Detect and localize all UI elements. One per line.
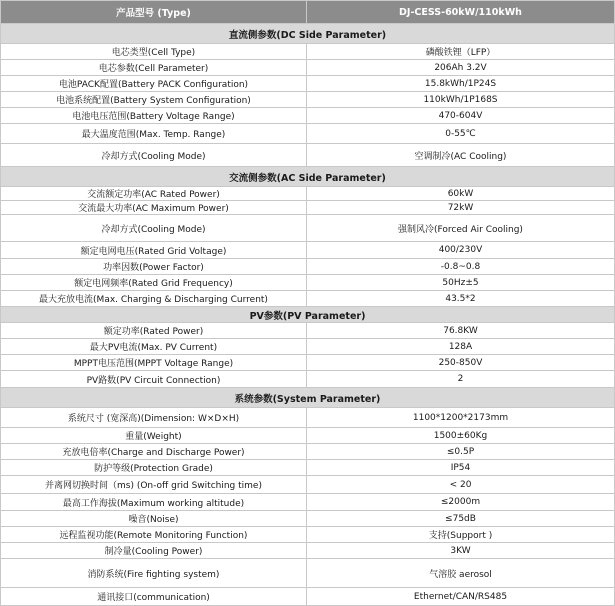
spec-label: 系统尺寸 (宽深高)(Dimension: W×D×H) — [1, 408, 307, 428]
spec-label: 制冷量(Cooling Power) — [1, 543, 307, 559]
spec-row — [1, 76, 615, 92]
spec-value: 磷酸铁锂（LFP） — [307, 44, 615, 60]
spec-value: 气溶胶 aerosol — [307, 559, 615, 588]
spec-row — [1, 460, 615, 476]
spec-value: -0.8~0.8 — [307, 259, 615, 275]
spec-label: 额定电网电压(Rated Grid Voltage) — [1, 242, 307, 259]
spec-label: 交流额定功率(AC Rated Power) — [1, 187, 307, 201]
spec-row — [1, 559, 615, 588]
spec-value: 支持(Support ) — [307, 527, 615, 543]
spec-row — [1, 187, 615, 201]
spec-row — [1, 511, 615, 527]
section-title-system: 系统参数(System Parameter) — [1, 388, 615, 408]
model-label: 产品型号 (Type) — [1, 1, 307, 24]
spec-row — [1, 44, 615, 60]
spec-row — [1, 215, 615, 242]
spec-value: 206Ah 3.2V — [307, 60, 615, 76]
spec-row — [1, 527, 615, 543]
spec-label: 消防系统(Fire fighting system) — [1, 559, 307, 588]
spec-row — [1, 201, 615, 215]
spec-row — [1, 588, 615, 606]
spec-label: 噪音(Noise) — [1, 511, 307, 527]
spec-value: 470-604V — [307, 108, 615, 124]
spec-value: 15.8kWh/1P24S — [307, 76, 615, 92]
spec-row — [1, 144, 615, 167]
spec-label: 充放电倍率(Charge and Discharge Power) — [1, 444, 307, 460]
spec-value: 2 — [307, 371, 615, 388]
spec-value: 1100*1200*2173mm — [307, 408, 615, 428]
spec-label: 电芯类型(Cell Type) — [1, 44, 307, 60]
spec-value: 空调制冷(AC Cooling) — [307, 144, 615, 167]
spec-value: 400/230V — [307, 242, 615, 259]
spec-value: 110kWh/1P168S — [307, 92, 615, 108]
header-row — [1, 1, 615, 24]
spec-value: < 20 — [307, 476, 615, 494]
spec-label: 额定功率(Rated Power) — [1, 323, 307, 339]
model-value: DJ-CESS-60kW/110kWh — [307, 1, 615, 24]
spec-row — [1, 291, 615, 307]
section-dc — [1, 24, 615, 44]
spec-value: 50Hz±5 — [307, 275, 615, 291]
spec-value: ≤0.5P — [307, 444, 615, 460]
spec-row — [1, 371, 615, 388]
spec-label: 冷却方式(Cooling Mode) — [1, 144, 307, 167]
spec-label: 冷却方式(Cooling Mode) — [1, 215, 307, 242]
spec-label: 电池电压范围(Battery Voltage Range) — [1, 108, 307, 124]
spec-label: 电芯参数(Cell Parameter) — [1, 60, 307, 76]
section-pv — [1, 307, 615, 323]
spec-value: ≤75dB — [307, 511, 615, 527]
spec-value: 250-850V — [307, 355, 615, 371]
spec-row — [1, 124, 615, 144]
spec-row — [1, 275, 615, 291]
spec-value: 43.5*2 — [307, 291, 615, 307]
spec-label: 并离网切换时间（ms) (On-off grid Switching time) — [1, 476, 307, 494]
spec-label: 远程监视功能(Remote Monitoring Function) — [1, 527, 307, 543]
spec-value: 0-55℃ — [307, 124, 615, 144]
spec-row — [1, 242, 615, 259]
spec-row — [1, 355, 615, 371]
spec-label: 最大温度范围(Max. Temp. Range) — [1, 124, 307, 144]
spec-row — [1, 108, 615, 124]
spec-value: 128A — [307, 339, 615, 355]
spec-label: MPPT电压范围(MPPT Voltage Range) — [1, 355, 307, 371]
spec-row — [1, 60, 615, 76]
spec-label: 通讯接口(communication) — [1, 588, 307, 606]
spec-label: 防护等级(Protection Grade) — [1, 460, 307, 476]
spec-label: 最大PV电流(Max. PV Current) — [1, 339, 307, 355]
spec-row — [1, 339, 615, 355]
spec-label: 重量(Weight) — [1, 428, 307, 444]
spec-value: Ethernet/CAN/RS485 — [307, 588, 615, 606]
spec-row — [1, 408, 615, 428]
spec-value: 1500±60Kg — [307, 428, 615, 444]
spec-value: 60kW — [307, 187, 615, 201]
spec-value: 强制风冷(Forced Air Cooling) — [307, 215, 615, 242]
spec-label: 电池PACK配置(Battery PACK Configuration) — [1, 76, 307, 92]
spec-row — [1, 92, 615, 108]
spec-row — [1, 259, 615, 275]
section-ac — [1, 167, 615, 187]
spec-row — [1, 428, 615, 444]
spec-value: 3KW — [307, 543, 615, 559]
spec-row — [1, 444, 615, 460]
section-title-pv: PV参数(PV Parameter) — [1, 307, 615, 323]
spec-label: 电池系统配置(Battery System Configuration) — [1, 92, 307, 108]
spec-label: 交流最大功率(AC Maximum Power) — [1, 201, 307, 215]
spec-value: ≤2000m — [307, 494, 615, 511]
section-title-dc: 直流侧参数(DC Side Parameter) — [1, 24, 615, 44]
spec-label: 额定电网频率(Rated Grid Frequency) — [1, 275, 307, 291]
spec-row — [1, 323, 615, 339]
section-system — [1, 388, 615, 408]
spec-value: 72kW — [307, 201, 615, 215]
section-title-ac: 交流侧参数(AC Side Parameter) — [1, 167, 615, 187]
spec-row — [1, 476, 615, 494]
spec-row — [1, 494, 615, 511]
spec-label: 最高工作海拔(Maximum working altitude) — [1, 494, 307, 511]
spec-row — [1, 543, 615, 559]
spec-label: PV路数(PV Circuit Connection) — [1, 371, 307, 388]
spec-value: 76.8KW — [307, 323, 615, 339]
spec-label: 最大充放电流(Max. Charging & Discharging Current) — [1, 291, 307, 307]
spec-label: 功率因数(Power Factor) — [1, 259, 307, 275]
spec-value: IP54 — [307, 460, 615, 476]
